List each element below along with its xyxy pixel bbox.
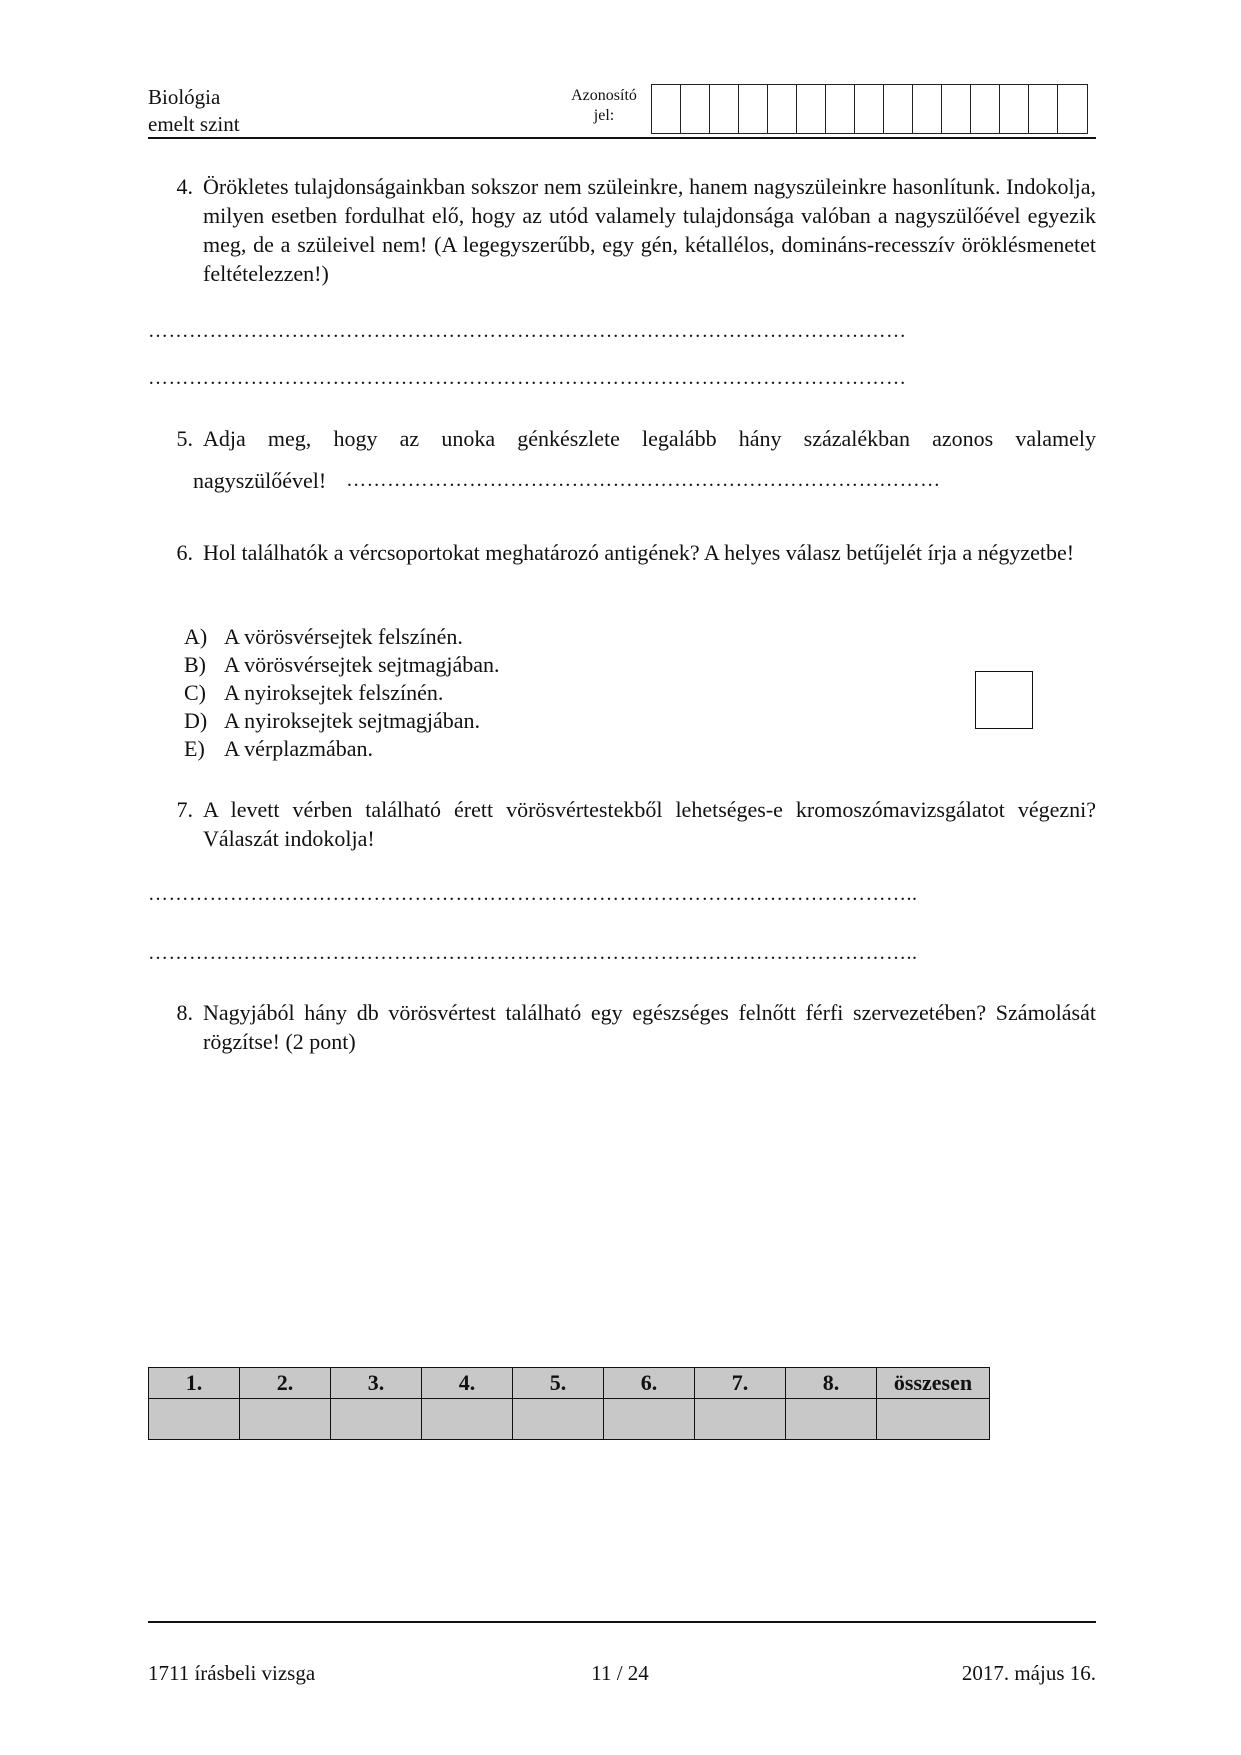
id-label-line1: Azonosító bbox=[571, 87, 637, 104]
score-header-cell: 2. bbox=[240, 1368, 331, 1399]
score-cell[interactable] bbox=[786, 1399, 877, 1440]
question-8 bbox=[148, 998, 1096, 1056]
id-box[interactable] bbox=[1058, 85, 1087, 133]
option-text: A vörösvérsejtek felszínén. bbox=[224, 624, 463, 649]
question-text: Örökletes tulajdonságainkban sokszor nem szüleinkre, hanem nagyszüleinkre hasonlítunk. Indokolja, milyen esetben fordulhat elő, hogy az utód valamely tulajdonsága valóban a nagyszülőével egyezik meg, de a szüleivel nem! (A legegyszerűbb, egy gén, kétallélos, domináns-recesszív öröklésmenetet feltételezzen!) bbox=[203, 174, 1096, 286]
score-header-cell: 4. bbox=[422, 1368, 513, 1399]
option-b bbox=[184, 650, 500, 679]
answer-line[interactable]: ………………………………………………………………………………………………….. bbox=[148, 883, 918, 905]
answer-line[interactable]: ………………………………………………………………………………………………… bbox=[148, 367, 907, 389]
question-7 bbox=[148, 795, 1096, 853]
id-box[interactable] bbox=[681, 85, 710, 133]
id-box[interactable] bbox=[913, 85, 942, 133]
id-code-boxes bbox=[651, 84, 1088, 134]
question-number: 6. bbox=[176, 540, 193, 565]
score-cell[interactable] bbox=[240, 1399, 331, 1440]
id-box[interactable] bbox=[739, 85, 768, 133]
option-c bbox=[184, 678, 443, 707]
subject-title: Biológia bbox=[148, 85, 221, 109]
id-box[interactable] bbox=[710, 85, 739, 133]
id-box[interactable] bbox=[768, 85, 797, 133]
score-table-wrapper bbox=[148, 1367, 990, 1440]
id-box[interactable] bbox=[971, 85, 1000, 133]
footer-divider bbox=[148, 1621, 1096, 1623]
option-text: A nyiroksejtek sejtmagjában. bbox=[224, 708, 480, 733]
option-letter: C) bbox=[184, 680, 206, 705]
question-text: Hol találhatók a vércsoportokat meghatározó antigének? A helyes válasz betűjelét írja a négyzetbe! bbox=[203, 540, 1075, 565]
id-box[interactable] bbox=[826, 85, 855, 133]
option-letter: A) bbox=[184, 624, 208, 649]
answer-line[interactable]: ………………………………………………………………………………………………… bbox=[148, 320, 907, 342]
id-box[interactable] bbox=[1000, 85, 1029, 133]
option-letter: B) bbox=[184, 652, 206, 677]
subject-level: emelt szint bbox=[148, 112, 240, 136]
score-cell[interactable] bbox=[695, 1399, 786, 1440]
id-box[interactable] bbox=[884, 85, 913, 133]
id-box[interactable] bbox=[1029, 85, 1058, 133]
score-table-value-row bbox=[149, 1399, 990, 1440]
score-header-cell: összesen bbox=[877, 1368, 990, 1399]
footer-date: 2017. május 16. bbox=[961, 1661, 1096, 1685]
footer-exam-code: 1711 írásbeli vizsga bbox=[148, 1661, 316, 1685]
score-cell[interactable] bbox=[422, 1399, 513, 1440]
question-text: A levett vérben található érett vörösvértestekből lehetséges-e kromoszómavizsgálatot végezni? Válaszát indokolja! bbox=[203, 797, 1096, 851]
option-text: A nyiroksejtek felszínén. bbox=[224, 680, 444, 705]
score-header-cell: 3. bbox=[331, 1368, 422, 1399]
question-4 bbox=[148, 172, 1096, 288]
id-box[interactable] bbox=[855, 85, 884, 133]
score-cell[interactable] bbox=[331, 1399, 422, 1440]
question-number: 8. bbox=[176, 1000, 193, 1025]
question-number: 5. bbox=[176, 426, 193, 451]
option-text: A vörösvérsejtek sejtmagjában. bbox=[224, 652, 500, 677]
score-header-cell: 8. bbox=[786, 1368, 877, 1399]
score-total-cell[interactable] bbox=[877, 1399, 990, 1440]
score-header-cell: 5. bbox=[513, 1368, 604, 1399]
answer-box[interactable] bbox=[975, 671, 1033, 729]
answer-line[interactable]: …………………………………………………………………………… bbox=[346, 469, 941, 491]
score-header-cell: 7. bbox=[695, 1368, 786, 1399]
id-box[interactable] bbox=[797, 85, 826, 133]
footer-page-number: 11 / 24 bbox=[591, 1661, 649, 1685]
question-text-cont: nagyszülőével! bbox=[193, 468, 327, 493]
id-box[interactable] bbox=[942, 85, 971, 133]
question-number: 7. bbox=[176, 797, 193, 822]
question-number: 4. bbox=[176, 174, 193, 199]
score-cell[interactable] bbox=[149, 1399, 240, 1440]
option-letter: E) bbox=[184, 736, 205, 761]
option-a bbox=[184, 622, 463, 651]
answer-area[interactable] bbox=[148, 1065, 1096, 1355]
score-cell[interactable] bbox=[604, 1399, 695, 1440]
score-header-cell: 6. bbox=[604, 1368, 695, 1399]
score-table bbox=[148, 1367, 990, 1440]
option-d bbox=[184, 706, 480, 735]
question-5 bbox=[148, 424, 1096, 453]
score-header-cell: 1. bbox=[149, 1368, 240, 1399]
option-letter: D) bbox=[184, 708, 208, 733]
answer-line[interactable]: ………………………………………………………………………………………………….. bbox=[148, 942, 918, 964]
header-divider bbox=[148, 137, 1096, 139]
id-label-line2: jel: bbox=[593, 107, 615, 124]
id-box[interactable] bbox=[652, 85, 681, 133]
id-label bbox=[556, 86, 652, 126]
option-e bbox=[184, 734, 373, 763]
header-subject-block bbox=[148, 84, 240, 138]
question-text: Nagyjából hány db vörösvértest található egy egészséges felnőtt férfi szervezetében? Számolását rögzítse! (2 pont) bbox=[203, 1000, 1096, 1054]
score-table-header-row bbox=[149, 1368, 990, 1399]
option-text: A vérplazmában. bbox=[224, 736, 374, 761]
question-5-answer-row bbox=[193, 466, 941, 495]
score-cell[interactable] bbox=[513, 1399, 604, 1440]
question-text: Adja meg, hogy az unoka génkészlete legalább hány százalékban azonos valamely bbox=[203, 426, 1096, 451]
question-6 bbox=[148, 538, 1096, 567]
